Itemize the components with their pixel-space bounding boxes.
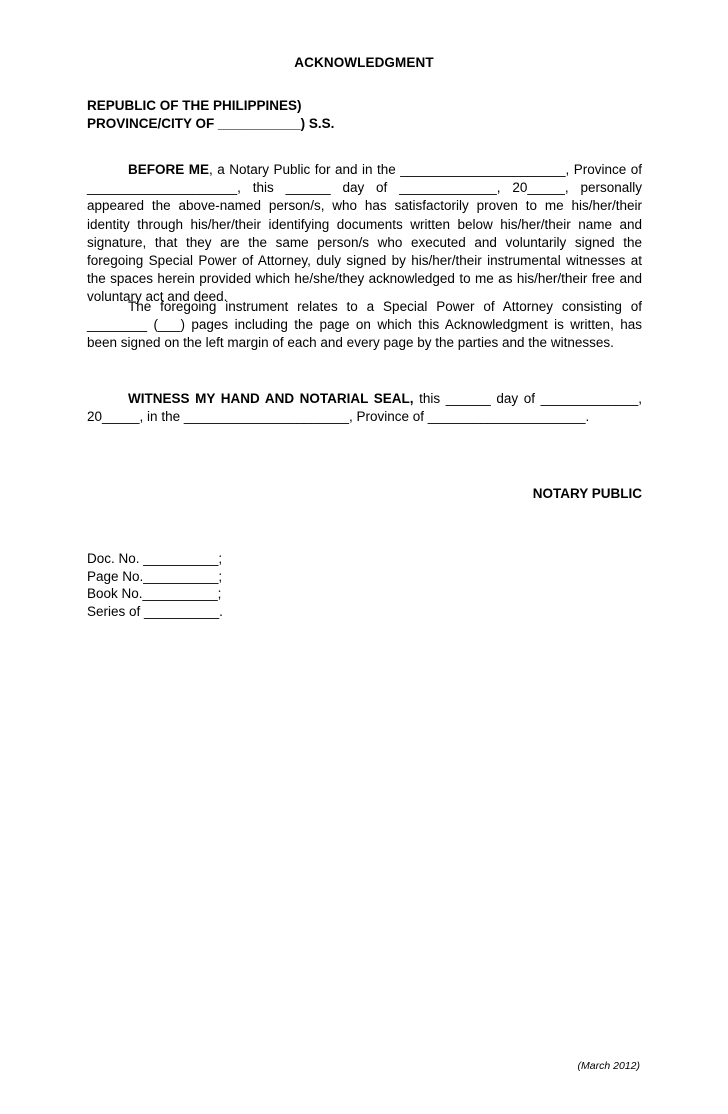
witness-paragraph	[87, 390, 642, 426]
acknowledgment-paragraph	[87, 161, 642, 307]
instrument-paragraph-text: The foregoing instrument relates to a Special Power of Attorney consisting of ________ (___) pages including the page on which this Acknowledgment is written, has been signed on the left margin of each and every page by the parties and the witnesses.	[87, 299, 642, 351]
venue-block	[87, 97, 334, 133]
doc-no-line: Doc. No. __________;	[87, 551, 223, 566]
doc-info-block	[87, 550, 223, 620]
witness-paragraph-text: this ______ day of _____________, 20_____, in the ______________________, Province of _____________________.	[87, 391, 642, 425]
acknowledgment-paragraph-text: , a Notary Public for and in the ______________________, Province of ____________________, this ______ day of _____________, 20_____, personally appeared the above-named person/s, who has satisfactorily proven to me his/her/their identity through his/her/their identifying documents written below his/her/their name and signature, that they are the same person/s who executed and voluntarily signed the foregoing Special Power of Attorney, duly signed by his/her/their instrumental witnesses at the spaces herein provided which he/she/they acknowledged to me as his/her/their free and voluntary act and deed.	[87, 162, 642, 305]
instrument-paragraph	[87, 298, 642, 353]
series-line: Series of __________.	[87, 603, 223, 619]
venue-province-line: PROVINCE/CITY OF ___________) S.S.	[87, 116, 335, 131]
venue-republic-line: REPUBLIC OF THE PHILIPPINES)	[87, 98, 302, 113]
notary-public-label: NOTARY PUBLIC	[532, 486, 642, 501]
document-title: ACKNOWLEDGMENT	[294, 55, 434, 70]
footer-date: (March 2012)	[577, 1060, 640, 1072]
book-no-line: Book No.__________;	[87, 586, 222, 601]
before-me-lead: BEFORE ME	[128, 162, 209, 177]
witness-lead: WITNESS MY HAND AND NOTARIAL SEAL,	[128, 391, 414, 406]
page-no-line: Page No.__________;	[87, 568, 223, 584]
